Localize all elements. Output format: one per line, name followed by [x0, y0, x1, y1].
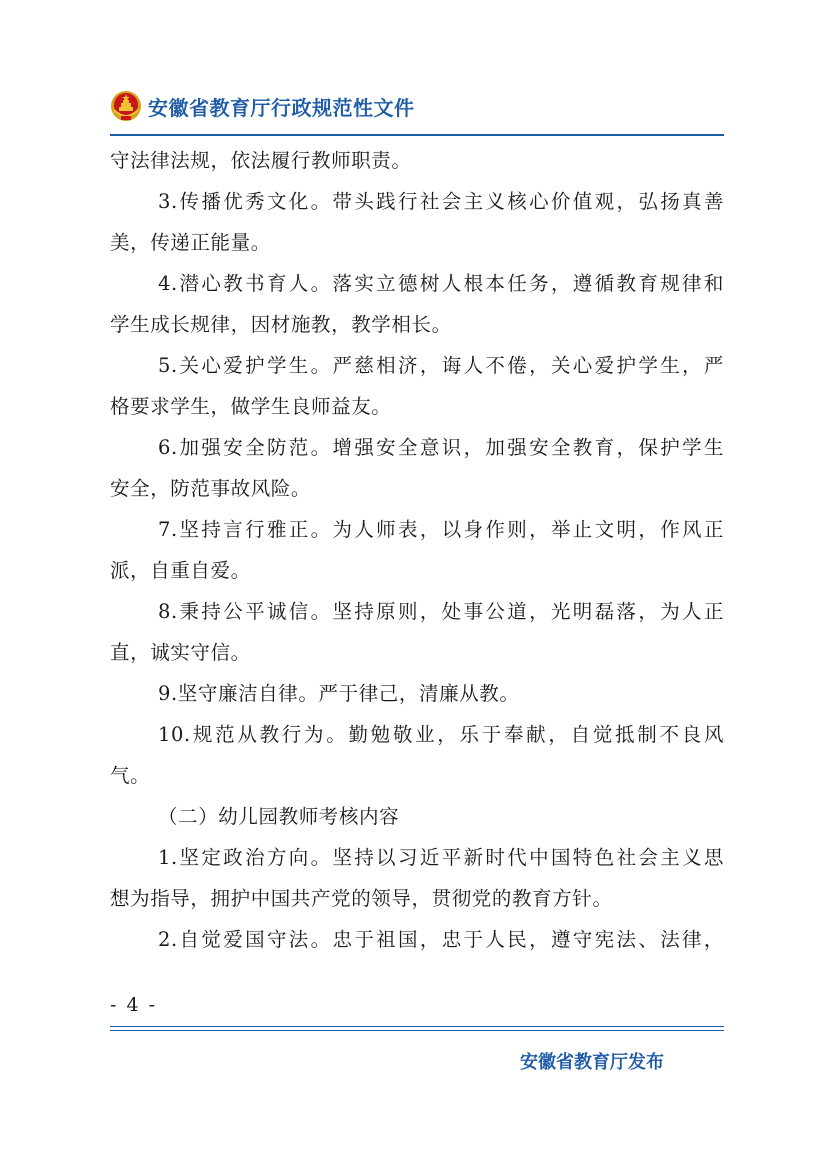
document-header — [110, 88, 724, 128]
national-emblem-icon — [110, 90, 142, 122]
body-line: 6.加强安全防范。增强安全意识，加强安全教育，保护学生 — [158, 436, 724, 459]
body-line: 格要求学生，做学生良师益友。 — [110, 395, 392, 418]
document-header-title: 安徽省教育厅行政规范性文件 — [148, 96, 415, 120]
body-line: 4.潜心教书育人。落实立德树人根本任务，遵循教育规律和 — [158, 272, 724, 295]
body-line: 7.坚持言行雅正。为人师表，以身作则，举止文明，作风正 — [158, 518, 724, 541]
body-line: 直，诚实守信。 — [110, 641, 251, 664]
page-number: - 4 - — [110, 994, 158, 1016]
body-line: 9.坚守廉洁自律。严于律己，清廉从教。 — [158, 682, 520, 705]
body-line: 美，传递正能量。 — [110, 231, 271, 254]
body-line: 想为指导，拥护中国共产党的领导，贯彻党的教育方针。 — [110, 887, 613, 910]
body-line: 2.自觉爱国守法。忠于祖国，忠于人民，遵守宪法、法律， — [158, 928, 724, 951]
footer-divider-bottom — [110, 1030, 724, 1031]
body-line: 安全，防范事故风险。 — [110, 477, 312, 500]
body-line: 学生成长规律，因材施教，教学相长。 — [110, 313, 452, 336]
section-subheading: （二）幼儿园教师考核内容 — [158, 805, 400, 828]
body-line: 气。 — [110, 764, 151, 787]
body-line: 派，自重自爱。 — [110, 559, 251, 582]
body-line: 守法律法规，依法履行教师职责。 — [110, 149, 412, 172]
body-line: 1.坚定政治方向。坚持以习近平新时代中国特色社会主义思 — [158, 846, 724, 869]
body-line: 10.规范从教行为。勤勉敬业，乐于奉献，自觉抵制不良风 — [158, 723, 724, 746]
footer-divider-top — [110, 1026, 724, 1027]
body-line: 3.传播优秀文化。带头践行社会主义核心价值观，弘扬真善 — [158, 190, 724, 213]
body-line: 8.秉持公平诚信。坚持原则，处事公道，光明磊落，为人正 — [158, 600, 724, 623]
footer-publisher: 安徽省教育厅发布 — [520, 1052, 664, 1073]
body-line: 5.关心爱护学生。严慈相济，诲人不倦，关心爱护学生，严 — [158, 354, 724, 377]
header-divider — [110, 134, 724, 136]
